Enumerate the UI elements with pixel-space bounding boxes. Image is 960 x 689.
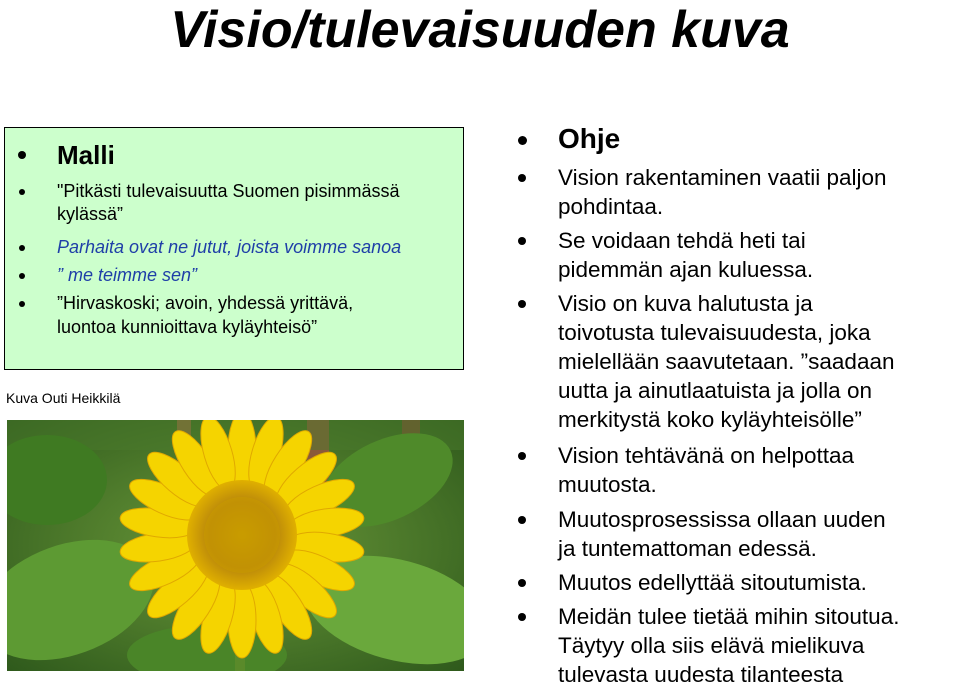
example-box (4, 127, 464, 370)
guidance-item-6-line1: Muutos edellyttää sitoutumista. (558, 570, 867, 595)
bullet-dot-icon (19, 189, 25, 195)
bullet-dot-icon (18, 151, 26, 159)
bullet-dot-icon (19, 273, 25, 279)
bullet-dot-icon (518, 579, 526, 587)
guidance-item-5-line1: Muutosprosessissa ollaan uuden (558, 507, 886, 532)
example-item-4-line1: ”Hirvaskoski; avoin, yhdessä yrittävä, (57, 293, 354, 313)
guidance-item-3-line1: Visio on kuva halutusta ja (558, 291, 813, 316)
guidance-item-7-line1: Meidän tulee tietää mihin sitoutua. (558, 604, 900, 629)
example-item-4-line2: luontoa kunnioittava kyläyhteisö” (57, 317, 318, 337)
example-item-2: Parhaita ovat ne jutut, joista voimme sanoa (57, 237, 402, 257)
sunflower-photo (7, 420, 464, 671)
example-item-3: ” me teimme sen” (57, 265, 198, 285)
guidance-item-5-line2: ja tuntemattoman edessä. (558, 536, 817, 561)
guidance-item-4-line2: muutosta. (558, 472, 657, 497)
guidance-item-7-line3: tulevasta uudesta tilanteesta (558, 662, 844, 687)
bullet-dot-icon (518, 452, 526, 460)
bullet-dot-icon (19, 301, 25, 307)
guidance-item-3-line4: uutta ja ainutlaatuista ja jolla on (558, 378, 872, 403)
bullet-dot-icon (518, 174, 526, 182)
bullet-dot-icon (518, 136, 527, 145)
guidance-item-3-line2: toivotusta tulevaisuudesta, joka (558, 320, 871, 345)
guidance-item-1-line1: Vision rakentaminen vaatii paljon (558, 165, 887, 190)
guidance-heading: Ohje (558, 123, 621, 154)
guidance-item-1-line2: pohdintaa. (558, 194, 664, 219)
bullet-dot-icon (518, 237, 526, 245)
guidance-item-2-line1: Se voidaan tehdä heti tai (558, 228, 806, 253)
photo-credit: Kuva Outi Heikkilä (6, 390, 121, 406)
slide-title: Visio/tulevaisuuden kuva (170, 1, 790, 59)
guidance-item-3-line3: mielellään saavutetaan. ”saadaan (558, 349, 895, 374)
guidance-item-3-line5: merkitystä koko kyläyhteisölle” (558, 407, 862, 432)
example-quote-line2: kylässä” (57, 204, 124, 224)
bullet-dot-icon (19, 245, 25, 251)
bullet-dot-icon (518, 300, 526, 308)
guidance-item-4-line1: Vision tehtävänä on helpottaa (558, 443, 855, 468)
example-heading: Malli (57, 140, 115, 170)
bullet-dot-icon (518, 613, 526, 621)
guidance-item-2-line2: pidemmän ajan kuluessa. (558, 257, 814, 282)
example-quote-line1: "Pitkästi tulevaisuutta Suomen pisimmässä (57, 181, 400, 201)
bullet-dot-icon (518, 516, 526, 524)
guidance-item-7-line2: Täytyy olla siis elävä mielikuva (558, 633, 865, 658)
